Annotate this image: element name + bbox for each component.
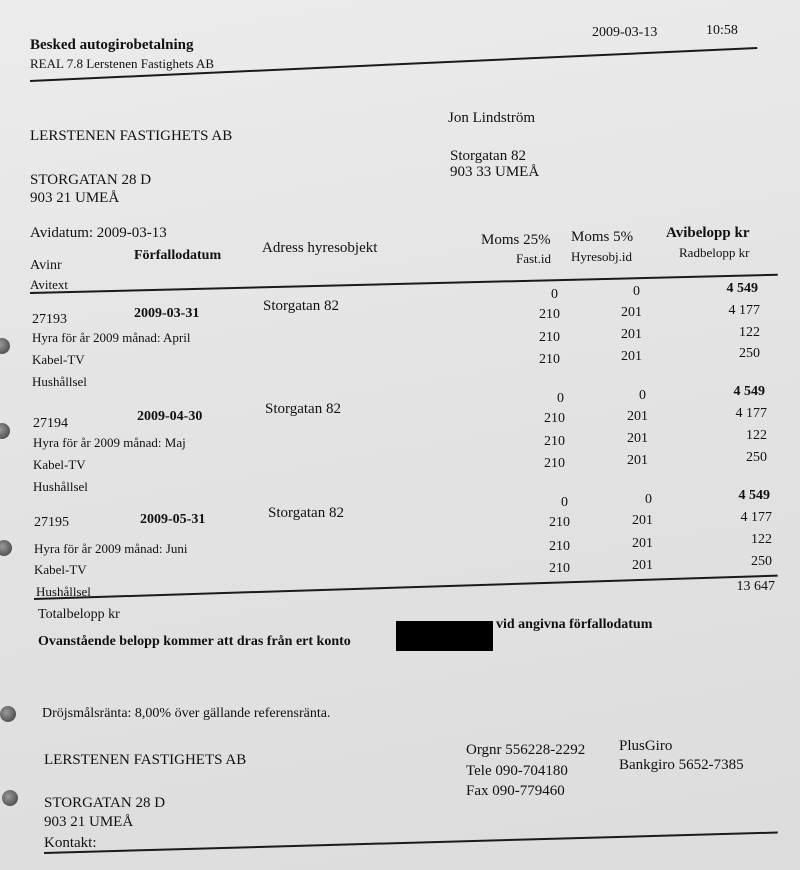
footer-rule: [44, 832, 778, 854]
avidatum: Avidatum: 2009-03-13: [30, 225, 167, 241]
line-fastid: 210: [539, 352, 560, 367]
invoice-moms25: 0: [561, 495, 568, 510]
col-avinr: Avinr: [30, 258, 62, 273]
sender-name: LERSTENEN FASTIGHETS AB: [30, 128, 233, 144]
line-amount: 4 177: [728, 303, 760, 318]
line-fastid: 210: [544, 434, 565, 449]
recipient-street: Storgatan 82: [450, 148, 526, 164]
invoice-moms5: 0: [645, 492, 652, 507]
footer-city: 903 21 UMEÅ: [44, 814, 134, 830]
total-amount: 13 647: [736, 579, 775, 594]
line-objid: 201: [621, 327, 642, 342]
line-text: Hushållsel: [33, 479, 88, 494]
invoice-due-date: 2009-04-30: [137, 409, 203, 424]
punch-hole: [0, 540, 12, 556]
line-objid: 201: [632, 536, 653, 551]
payment-notice-text: Ovanstående belopp kommer att dras från ert konto: [38, 634, 351, 649]
col-hyresobjid: Hyresobj.id: [571, 249, 633, 264]
line-objid: 201: [627, 453, 648, 468]
invoice-total: 4 549: [733, 384, 765, 399]
totals-rule: [34, 575, 778, 600]
line-fastid: 210: [549, 561, 570, 576]
line-fastid: 210: [544, 456, 565, 471]
invoice-due-date: 2009-05-31: [140, 512, 206, 527]
col-avibelopp: Avibelopp kr: [666, 225, 750, 241]
footer-orgnr: Orgnr 556228-2292: [466, 742, 586, 758]
col-radbelopp: Radbelopp kr: [679, 245, 750, 260]
invoice-moms5: 0: [639, 388, 646, 403]
recipient-city: 903 33 UMEÅ: [450, 164, 540, 180]
line-text: Kabel-TV: [33, 457, 86, 472]
line-amount: 122: [751, 532, 772, 547]
col-adress: Adress hyresobjekt: [262, 240, 378, 256]
punch-hole: [0, 706, 16, 722]
invoice-moms5: 0: [633, 284, 640, 299]
invoice-number: 27194: [33, 416, 68, 431]
footer-bankgiro: Bankgiro 5652-7385: [619, 757, 744, 773]
total-label: Totalbelopp kr: [38, 607, 120, 622]
col-fastid: Fast.id: [516, 251, 552, 266]
invoice-total: 4 549: [738, 488, 770, 503]
line-amount: 122: [739, 325, 760, 340]
late-interest-text: Dröjsmålsränta: 8,00% över gällande referensränta.: [42, 706, 331, 721]
line-objid: 201: [632, 558, 653, 573]
invoice-moms25: 0: [551, 287, 558, 302]
line-text: Hushållsel: [32, 374, 87, 389]
footer-plusgiro: PlusGiro: [619, 738, 673, 754]
line-amount: 4 177: [735, 406, 767, 421]
invoice-address: Storgatan 82: [268, 505, 344, 521]
line-fastid: 210: [544, 411, 565, 426]
line-objid: 201: [621, 349, 642, 364]
sender-city: 903 21 UMEÅ: [30, 190, 120, 206]
footer-contact-label: Kontakt:: [44, 835, 97, 851]
line-fastid: 210: [549, 515, 570, 530]
line-objid: 201: [621, 305, 642, 320]
punch-hole: [2, 790, 18, 806]
line-amount: 250: [751, 554, 772, 569]
footer-street: STORGATAN 28 D: [44, 795, 166, 811]
footer-fax: Fax 090-779460: [466, 783, 565, 799]
invoice-total: 4 549: [726, 281, 758, 296]
footer-phone: Tele 090-704180: [466, 763, 568, 779]
line-text: Kabel-TV: [34, 562, 87, 577]
line-text: Hyra för år 2009 månad: Juni: [34, 541, 188, 556]
line-objid: 201: [632, 513, 653, 528]
invoice-due-date: 2009-03-31: [134, 306, 200, 321]
punch-hole: [0, 338, 10, 354]
line-fastid: 210: [549, 539, 570, 554]
footer-company-name: LERSTENEN FASTIGHETS AB: [44, 752, 247, 768]
redacted-account-number: [396, 621, 493, 651]
payment-notice-suffix: vid angivna förfallodatum: [496, 617, 653, 632]
punch-hole: [0, 423, 10, 439]
invoice-moms25: 0: [557, 391, 564, 406]
line-amount: 122: [746, 428, 767, 443]
line-objid: 201: [627, 409, 648, 424]
invoice-address: Storgatan 82: [265, 401, 341, 417]
col-moms25: Moms 25%: [481, 232, 551, 248]
line-objid: 201: [627, 431, 648, 446]
table-header-rule: [30, 274, 778, 294]
line-text: Hyra för år 2009 månad: April: [32, 330, 191, 345]
line-amount: 250: [746, 450, 767, 465]
line-amount: 4 177: [740, 510, 772, 525]
sender-street: STORGATAN 28 D: [30, 172, 152, 188]
line-text: Hyra för år 2009 månad: Maj: [33, 435, 186, 450]
col-forfallodatum: Förfallodatum: [134, 248, 222, 263]
col-avitext: Avitext: [30, 277, 69, 292]
line-text: Hushållsel: [36, 584, 91, 599]
document-title: Besked autogirobetalning: [30, 37, 194, 53]
line-amount: 250: [739, 346, 760, 361]
invoice-address: Storgatan 82: [263, 298, 339, 314]
line-text: Kabel-TV: [32, 352, 85, 367]
line-fastid: 210: [539, 307, 560, 322]
invoice-number: 27193: [32, 312, 67, 327]
document-subtitle: REAL 7.8 Lerstenen Fastighets AB: [30, 56, 215, 71]
line-fastid: 210: [539, 330, 560, 345]
col-moms5: Moms 5%: [571, 229, 634, 245]
header-date: 2009-03-13: [592, 25, 658, 40]
header-time: 10:58: [706, 23, 738, 38]
recipient-name: Jon Lindström: [448, 110, 536, 126]
invoice-number: 27195: [34, 515, 69, 530]
